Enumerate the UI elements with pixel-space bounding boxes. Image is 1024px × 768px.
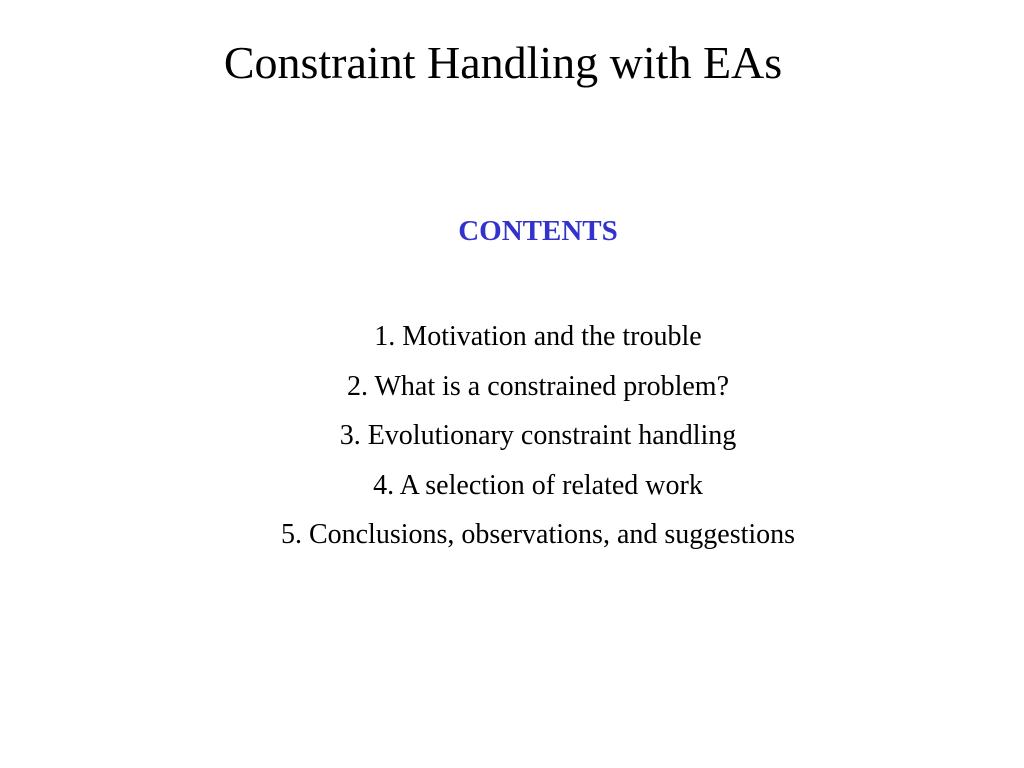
slide-title: Constraint Handling with EAs [223, 37, 783, 88]
contents-item-evolutionary-handling: 3. Evolutionary constraint handling [339, 420, 737, 451]
contents-item-related-work: 4. A selection of related work [373, 469, 703, 501]
contents-heading: CONTENTS [458, 215, 618, 247]
contents-item-constrained-problem: 2. What is a constrained problem? [346, 370, 730, 402]
contents-item-conclusions: 5. Conclusions, observations, and suggestions [280, 519, 796, 550]
contents-item-motivation: 1. Motivation and the trouble [374, 321, 702, 352]
contents-list [0, 312, 1024, 560]
